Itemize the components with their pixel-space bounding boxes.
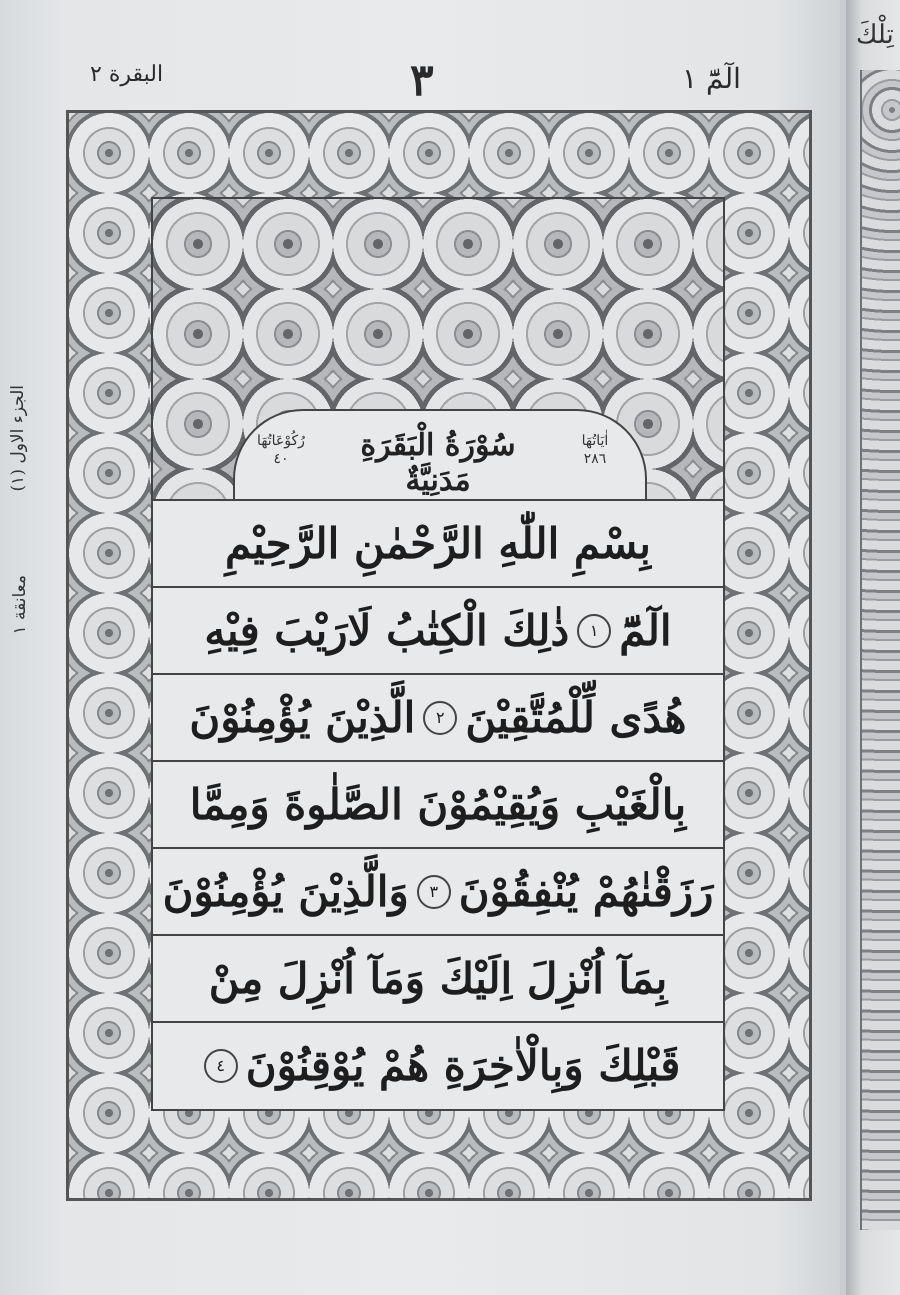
ornamental-border (66, 110, 812, 1201)
ayat-count-label (565, 432, 625, 468)
ayat-label-text: اٰيَاتُهَا (581, 433, 609, 449)
verse-line (153, 1021, 723, 1108)
ayah-number-marker: ١ (577, 614, 611, 648)
line-text: بِمَآ اُنْزِلَ اِلَيْكَ وَمَآ اُنْزِلَ مِنْ (208, 954, 668, 1003)
adjacent-page (846, 0, 900, 1295)
line-text: بِسْمِ اللّٰهِ الرَّحْمٰنِ الرَّحِيْمِ (225, 519, 651, 568)
line-text: الٓمّٓ (619, 606, 672, 655)
ayah-number-marker: ٤ (204, 1049, 238, 1083)
line-text: بِالْغَيْبِ وَيُقِيْمُوْنَ الصَّلٰوةَ وَمِمَّا (189, 780, 687, 829)
line-text: هُدًى لِّلْمُتَّقِيْنَ (465, 693, 687, 742)
verse-lines (153, 499, 723, 1108)
line-text: قَبْلِكَ وَبِالْاٰخِرَةِ هُمْ يُوْقِنُوْنَ (245, 1041, 681, 1090)
juz-side-note: الجزء الاول (١) (8, 385, 28, 492)
line-text: رَزَقْنٰهُمْ يُنْفِقُوْنَ (458, 867, 714, 916)
verse-line (153, 586, 723, 673)
ayat-count: ٢٨٦ (583, 451, 607, 467)
ruku-count-label (251, 432, 311, 468)
adjacent-page-header: تِلْكَ (856, 20, 894, 50)
ayah-number-marker: ٣ (417, 875, 451, 909)
verse-line (153, 847, 723, 934)
verse-line (153, 934, 723, 1021)
ruku-count: ٤٠ (273, 451, 289, 467)
ruku-label-text: رُكُوْعَاتُهَا (257, 433, 305, 449)
ayah-number-marker: ٢ (423, 701, 457, 735)
line-text: الَّذِيْنَ يُؤْمِنُوْنَ (189, 693, 416, 742)
text-panel (151, 197, 725, 1111)
surah-title: سُوْرَةُ الْبَقَرَةِ مَدَنِيَّةٌ (360, 428, 516, 498)
page-number: ٣ (410, 55, 434, 106)
muanaqa-side-note: معانقة ١ (10, 575, 30, 635)
line-text: وَالَّذِيْنَ يُؤْمِنُوْنَ (162, 867, 409, 916)
verse-line (153, 673, 723, 760)
verse-line-bismillah (153, 499, 723, 586)
para-running-header: الٓمّٓ ١ (682, 62, 741, 95)
surah-title-row (233, 424, 643, 498)
line-text: ذٰلِكَ الْكِتٰبُ لَارَيْبَ فِيْهِ (204, 606, 570, 655)
adjacent-page-border (860, 70, 900, 1230)
surah-running-header: البقرة ٢ (90, 62, 164, 87)
verse-line (153, 760, 723, 847)
